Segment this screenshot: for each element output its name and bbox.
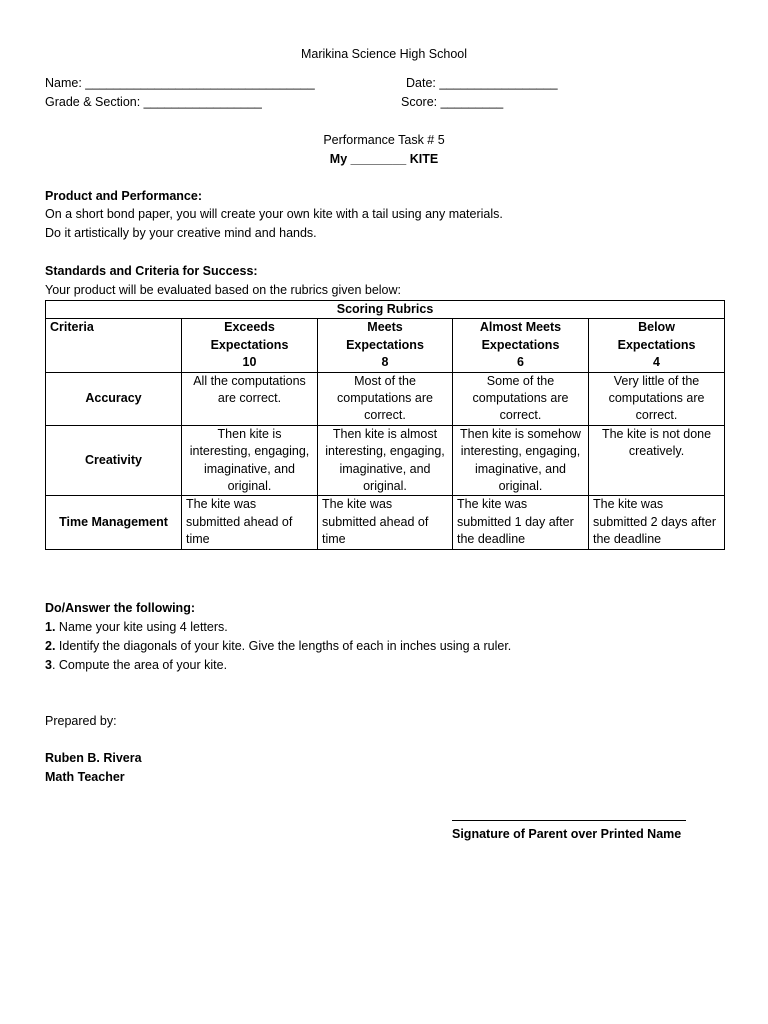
teacher-name: Ruben B. Rivera [45, 751, 142, 765]
rubric-cell: Some of the computations are correct. [453, 372, 589, 425]
question-number: 2. [45, 639, 56, 653]
rubric-header-row [46, 319, 725, 372]
level-points: 10 [242, 355, 257, 370]
level-label-1: Meets [367, 320, 403, 335]
rubric-row-time-management [46, 496, 725, 549]
question-2 [45, 637, 511, 655]
criterion-creativity: Creativity [46, 425, 182, 496]
rubric-cell: The kite is not done creatively. [589, 425, 725, 496]
level-points: 6 [517, 355, 524, 370]
product-line-1: On a short bond paper, you will create your own kite with a tail using any materials. [45, 207, 503, 221]
score-field: Score: _________ [401, 95, 504, 109]
question-3 [45, 656, 227, 674]
grade-section-field: Grade & Section: _________________ [45, 95, 262, 109]
product-line-2: Do it artistically by your creative mind and hands. [45, 226, 317, 240]
rubric-cell: Then kite is almost interesting, engaging, imaginative, and original. [318, 425, 453, 496]
date-field: Date: _________________ [406, 76, 558, 90]
question-text: Identify the diagonals of your kite. Give the lengths of each in inches using a ruler. [55, 639, 512, 653]
question-1 [45, 618, 228, 636]
rubric-cell: Then kite is interesting, engaging, imaginative, and original. [182, 425, 318, 496]
question-number: 1. [45, 620, 56, 634]
school-name: Marikina Science High School [300, 47, 468, 61]
name-field: Name: _________________________________ [45, 76, 315, 90]
level-header-almost-meets [453, 319, 589, 372]
rubric-title-row [46, 301, 725, 319]
rubric-cell: The kite was submitted 2 days after the deadline [589, 496, 725, 549]
level-points: 4 [653, 355, 660, 370]
level-label-1: Exceeds [224, 320, 275, 335]
criterion-accuracy: Accuracy [46, 372, 182, 425]
rubric-cell: Very little of the computations are correct. [589, 372, 725, 425]
prepared-by-label: Prepared by: [45, 714, 117, 728]
rubric-cell: The kite was submitted ahead of time [182, 496, 318, 549]
standards-line: Your product will be evaluated based on the rubrics given below: [45, 283, 402, 297]
rubric-cell: Most of the computations are correct. [318, 372, 453, 425]
standards-heading: Standards and Criteria for Success: [45, 264, 258, 278]
level-label-2: Expectations [210, 337, 289, 352]
product-heading: Product and Performance: [45, 189, 202, 203]
level-label-1: Below [638, 320, 675, 335]
level-label-1: Almost Meets [479, 320, 562, 335]
rubric-cell: The kite was submitted ahead of time [318, 496, 453, 549]
rubric-cell: All the computations are correct. [182, 372, 318, 425]
task-title: Performance Task # 5 [323, 133, 445, 147]
questions-heading: Do/Answer the following: [45, 601, 195, 615]
signature-label: Signature of Parent over Printed Name [452, 827, 682, 841]
rubric-row-accuracy [46, 372, 725, 425]
level-header-exceeds [182, 319, 318, 372]
scoring-rubric-table [45, 300, 725, 550]
level-label-2: Expectations [617, 337, 696, 352]
level-points: 8 [381, 355, 389, 370]
task-subtitle: My ________ KITE [329, 152, 439, 166]
teacher-role: Math Teacher [45, 770, 125, 784]
question-text: . Compute the area of your kite. [51, 658, 228, 672]
rubric-cell: The kite was submitted 1 day after the deadline [453, 496, 589, 549]
signature-line [452, 820, 686, 821]
question-number: 3 [45, 658, 52, 672]
rubric-row-creativity [46, 425, 725, 496]
rubric-title: Scoring Rubrics [46, 301, 725, 319]
criteria-header: Criteria [46, 319, 182, 372]
question-text: Name your kite using 4 letters. [55, 620, 228, 634]
level-label-2: Expectations [481, 337, 560, 352]
rubric-cell: Then kite is somehow interesting, engaging, imaginative, and original. [453, 425, 589, 496]
criterion-time-management: Time Management [46, 496, 182, 549]
level-header-meets [318, 319, 453, 372]
level-label-2: Expectations [346, 337, 424, 352]
level-header-below [589, 319, 725, 372]
